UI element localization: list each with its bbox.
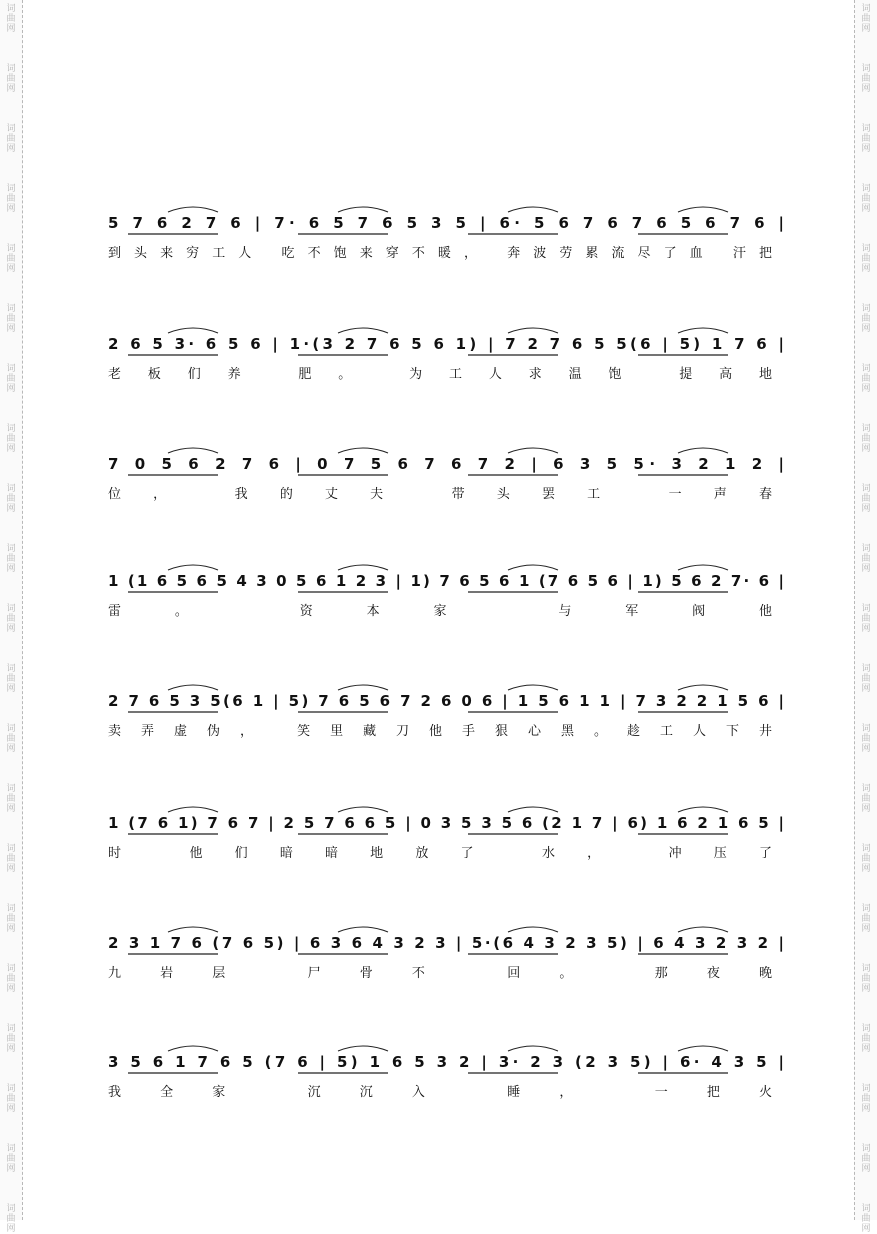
watermark-char: 曲 bbox=[861, 434, 871, 444]
watermark-char: 网 bbox=[6, 924, 16, 934]
watermark-char: 词 bbox=[861, 544, 871, 554]
watermark-char: 词 bbox=[6, 64, 16, 74]
slur-arc bbox=[168, 807, 218, 812]
watermark-char: 网 bbox=[861, 384, 871, 394]
score-line bbox=[108, 207, 784, 261]
score-line bbox=[108, 927, 784, 981]
slur-arc bbox=[338, 685, 388, 690]
watermark-char: 曲 bbox=[6, 854, 16, 864]
watermark-char: 词 bbox=[6, 964, 16, 974]
slur-arc bbox=[168, 927, 218, 932]
watermark-char: 词 bbox=[6, 1024, 16, 1034]
slur-arc bbox=[678, 1046, 728, 1051]
watermark-char: 曲 bbox=[861, 794, 871, 804]
watermark-char: 词 bbox=[861, 784, 871, 794]
watermark-char: 网 bbox=[6, 624, 16, 634]
slur-arc bbox=[508, 565, 558, 570]
slur-arc bbox=[338, 927, 388, 932]
watermark-char: 曲 bbox=[6, 674, 16, 684]
score-line bbox=[108, 1046, 784, 1100]
watermark-char: 曲 bbox=[861, 1034, 871, 1044]
watermark-char: 网 bbox=[6, 24, 16, 34]
slur-arc bbox=[168, 448, 218, 453]
watermark-char: 网 bbox=[6, 444, 16, 454]
watermark-char: 网 bbox=[6, 1164, 16, 1174]
watermark-char: 曲 bbox=[6, 554, 16, 564]
lyric-row: 时 他们暗暗地放了 水， 冲压了 bbox=[108, 846, 772, 861]
watermark-char: 网 bbox=[861, 624, 871, 634]
watermark-char: 曲 bbox=[861, 1154, 871, 1164]
watermark-char: 曲 bbox=[861, 194, 871, 204]
slur-arc bbox=[338, 565, 388, 570]
note-row: 2 6 5 3· 6 5 6 | 1·(3 2 7 6 5 6 1) | 7 2 7 6 5 5(6 | 5) 1 7 6 | bbox=[108, 335, 785, 353]
watermark-char: 词 bbox=[6, 484, 16, 494]
watermark-char: 网 bbox=[6, 864, 16, 874]
watermark-char: 曲 bbox=[861, 14, 871, 24]
slur-arc bbox=[678, 328, 728, 333]
slur-arc bbox=[168, 565, 218, 570]
lyric-row: 雷。 资本家 与军阀他 bbox=[108, 604, 772, 619]
watermark-char: 曲 bbox=[6, 794, 16, 804]
slur-arc bbox=[508, 448, 558, 453]
slur-arc bbox=[678, 807, 728, 812]
watermark-char: 曲 bbox=[6, 1154, 16, 1164]
watermark-char: 网 bbox=[861, 1164, 871, 1174]
watermark-char: 曲 bbox=[861, 254, 871, 264]
slur-arc bbox=[168, 207, 218, 212]
watermark-char: 网 bbox=[6, 144, 16, 154]
watermark-char: 词 bbox=[861, 424, 871, 434]
slur-arc bbox=[508, 328, 558, 333]
watermark-char: 网 bbox=[6, 1104, 16, 1114]
watermark-char: 网 bbox=[861, 84, 871, 94]
watermark-char: 曲 bbox=[6, 134, 16, 144]
watermark-char: 曲 bbox=[6, 1034, 16, 1044]
watermark-char: 词 bbox=[861, 724, 871, 734]
watermark-char: 网 bbox=[6, 1044, 16, 1054]
watermark-char: 网 bbox=[6, 324, 16, 334]
watermark-char: 网 bbox=[6, 84, 16, 94]
watermark-char: 曲 bbox=[861, 674, 871, 684]
watermark-char: 网 bbox=[861, 684, 871, 694]
watermark-char: 网 bbox=[6, 684, 16, 694]
watermark-char: 曲 bbox=[861, 314, 871, 324]
score-line bbox=[108, 328, 784, 382]
slur-arc bbox=[678, 927, 728, 932]
watermark-char: 词 bbox=[861, 124, 871, 134]
watermark-char: 网 bbox=[861, 24, 871, 34]
note-row: 3 5 6 1 7 6 5 (7 6 | 5) 1 6 5 3 2 | 3· 2 3 (2 3 5) | 6· 4 3 5 | bbox=[108, 1053, 784, 1071]
watermark-char: 曲 bbox=[6, 914, 16, 924]
watermark-char: 网 bbox=[861, 864, 871, 874]
watermark-char: 曲 bbox=[861, 374, 871, 384]
watermark-char: 词 bbox=[6, 784, 16, 794]
watermark-char: 词 bbox=[861, 4, 871, 14]
slur-arc bbox=[168, 328, 218, 333]
watermark-char: 曲 bbox=[861, 914, 871, 924]
watermark-char: 词 bbox=[6, 904, 16, 914]
note-row: 1 (7 6 1) 7 6 7 | 2 5 7 6 6 5 | 0 3 5 3 5 6 (2 1 7 | 6) 1 6 2 1 6 5 | bbox=[108, 814, 785, 832]
lyric-row: 老板们养 肥。 为工人求温饱 提高地 bbox=[108, 367, 772, 382]
watermark-char: 曲 bbox=[6, 494, 16, 504]
watermark-char: 曲 bbox=[861, 1214, 871, 1224]
watermark-char: 曲 bbox=[6, 434, 16, 444]
watermark-char: 词 bbox=[6, 664, 16, 674]
slur-arc bbox=[168, 685, 218, 690]
watermark-char: 网 bbox=[6, 384, 16, 394]
slur-arc bbox=[338, 807, 388, 812]
slur-arc bbox=[678, 207, 728, 212]
watermark-char: 词 bbox=[6, 724, 16, 734]
watermark-char: 词 bbox=[861, 484, 871, 494]
watermark-char: 曲 bbox=[6, 734, 16, 744]
watermark-char: 网 bbox=[861, 264, 871, 274]
watermark-char: 曲 bbox=[861, 74, 871, 84]
watermark-char: 词 bbox=[861, 604, 871, 614]
watermark-char: 曲 bbox=[861, 554, 871, 564]
score-line bbox=[108, 685, 784, 739]
watermark-char: 词 bbox=[6, 304, 16, 314]
watermark-char: 曲 bbox=[6, 974, 16, 984]
watermark-char: 词 bbox=[6, 544, 16, 554]
watermark-char: 曲 bbox=[861, 974, 871, 984]
watermark-char: 网 bbox=[6, 264, 16, 274]
watermark-char: 曲 bbox=[6, 14, 16, 24]
score-line bbox=[108, 565, 784, 619]
watermark-char: 词 bbox=[861, 1024, 871, 1034]
watermark-char: 词 bbox=[6, 1144, 16, 1154]
watermark-char: 曲 bbox=[861, 1094, 871, 1104]
slur-arc bbox=[508, 807, 558, 812]
slur-arc bbox=[338, 328, 388, 333]
watermark-char: 曲 bbox=[861, 494, 871, 504]
watermark-char: 网 bbox=[861, 144, 871, 154]
note-row: 2 3 1 7 6 (7 6 5) | 6 3 6 4 3 2 3 | 5·(6 4 3 2 3 5) | 6 4 3 2 3 2 | bbox=[108, 934, 785, 952]
watermark-char: 词 bbox=[861, 1144, 871, 1154]
note-row: 1 (1 6 5 6 5 4 3 0 5 6 1 2 3 | 1) 7 6 5 6 1 (7 6 5 6 | 1) 5 6 2 7· 6 | bbox=[108, 572, 784, 590]
watermark-char: 词 bbox=[861, 964, 871, 974]
watermark-char: 网 bbox=[6, 564, 16, 574]
watermark-char: 曲 bbox=[6, 614, 16, 624]
watermark-char: 网 bbox=[6, 744, 16, 754]
watermark-char: 词 bbox=[6, 844, 16, 854]
watermark-char: 网 bbox=[861, 504, 871, 514]
watermark-char: 曲 bbox=[861, 134, 871, 144]
watermark-char: 网 bbox=[861, 1224, 871, 1234]
watermark-char: 网 bbox=[861, 924, 871, 934]
watermark-char: 词 bbox=[6, 124, 16, 134]
watermark-char: 网 bbox=[861, 1044, 871, 1054]
slur-arc bbox=[678, 565, 728, 570]
watermark-char: 词 bbox=[861, 844, 871, 854]
watermark-char: 曲 bbox=[861, 854, 871, 864]
watermark-char: 词 bbox=[6, 244, 16, 254]
lyric-row: 到头来穷工人 吃不饱来穿不暖， 奔波劳累流尽了血 汗把 bbox=[108, 246, 772, 261]
watermark-char: 词 bbox=[6, 1204, 16, 1214]
watermark-char: 网 bbox=[6, 984, 16, 994]
watermark-char: 词 bbox=[861, 184, 871, 194]
watermark-char: 词 bbox=[861, 1084, 871, 1094]
watermark-char: 词 bbox=[6, 604, 16, 614]
note-row: 2 7 6 5 3 5(6 1 | 5) 7 6 5 6 7 2 6 0 6 | 1 5 6 1 1 | 7 3 2 2 1 5 6 | bbox=[108, 692, 785, 710]
watermark-char: 词 bbox=[6, 184, 16, 194]
note-row: 5 7 6 2 7 6 | 7· 6 5 7 6 5 3 5 | 6· 5 6 7 6 7 6 5 6 7 6 | bbox=[108, 214, 784, 232]
watermark-char: 网 bbox=[6, 504, 16, 514]
watermark-char: 网 bbox=[6, 1224, 16, 1234]
watermark-char: 曲 bbox=[6, 1094, 16, 1104]
watermark-char: 词 bbox=[861, 304, 871, 314]
lyric-row: 我全家 沉沉入 睡， 一把火 bbox=[108, 1085, 773, 1100]
watermark-char: 曲 bbox=[6, 194, 16, 204]
slur-arc bbox=[508, 1046, 558, 1051]
watermark-char: 曲 bbox=[6, 254, 16, 264]
lyric-row: 九岩层 尸骨不 回。 那夜晚 bbox=[108, 966, 773, 981]
watermark-char: 词 bbox=[6, 424, 16, 434]
slur-arc bbox=[678, 685, 728, 690]
watermark-char: 曲 bbox=[6, 374, 16, 384]
watermark-char: 词 bbox=[861, 904, 871, 914]
score-line bbox=[108, 807, 784, 861]
slur-arc bbox=[338, 1046, 388, 1051]
watermark-char: 网 bbox=[861, 324, 871, 334]
score-line bbox=[108, 448, 784, 502]
watermark-char: 网 bbox=[861, 984, 871, 994]
watermark-char: 网 bbox=[861, 564, 871, 574]
watermark-char: 词 bbox=[6, 364, 16, 374]
watermark-char: 曲 bbox=[861, 734, 871, 744]
watermark-char: 曲 bbox=[6, 1214, 16, 1224]
watermark-char: 网 bbox=[861, 1104, 871, 1114]
watermark-char: 词 bbox=[861, 1204, 871, 1214]
watermark-char: 词 bbox=[861, 364, 871, 374]
watermark-char: 曲 bbox=[6, 74, 16, 84]
watermark-char: 词 bbox=[6, 4, 16, 14]
watermark-char: 网 bbox=[6, 204, 16, 214]
slur-arc bbox=[338, 207, 388, 212]
slur-arc bbox=[508, 685, 558, 690]
watermark-char: 词 bbox=[861, 664, 871, 674]
slur-arc bbox=[508, 927, 558, 932]
lyric-row: 卖弄虚伪， 笑里藏刀他手狠心黑。趁工人下井 bbox=[108, 724, 773, 739]
watermark-char: 词 bbox=[6, 1084, 16, 1094]
slur-arc bbox=[678, 448, 728, 453]
watermark-char: 网 bbox=[861, 444, 871, 454]
watermark-char: 网 bbox=[861, 744, 871, 754]
slur-arc bbox=[508, 207, 558, 212]
watermark-char: 网 bbox=[861, 804, 871, 814]
watermark-char: 词 bbox=[861, 64, 871, 74]
slur-arc bbox=[168, 1046, 218, 1051]
slur-arc bbox=[338, 448, 388, 453]
watermark-char: 词 bbox=[861, 244, 871, 254]
note-row: 7 0 5 6 2 7 6 | 0 7 5 6 7 6 7 2 | 6 3 5 5· 3 2 1 2 | bbox=[108, 455, 784, 473]
watermark-char: 曲 bbox=[861, 614, 871, 624]
lyric-row: 位， 我的丈夫 带头罢工 一声春 bbox=[108, 487, 772, 502]
watermark-char: 曲 bbox=[6, 314, 16, 324]
watermark-char: 网 bbox=[861, 204, 871, 214]
watermark-char: 网 bbox=[6, 804, 16, 814]
